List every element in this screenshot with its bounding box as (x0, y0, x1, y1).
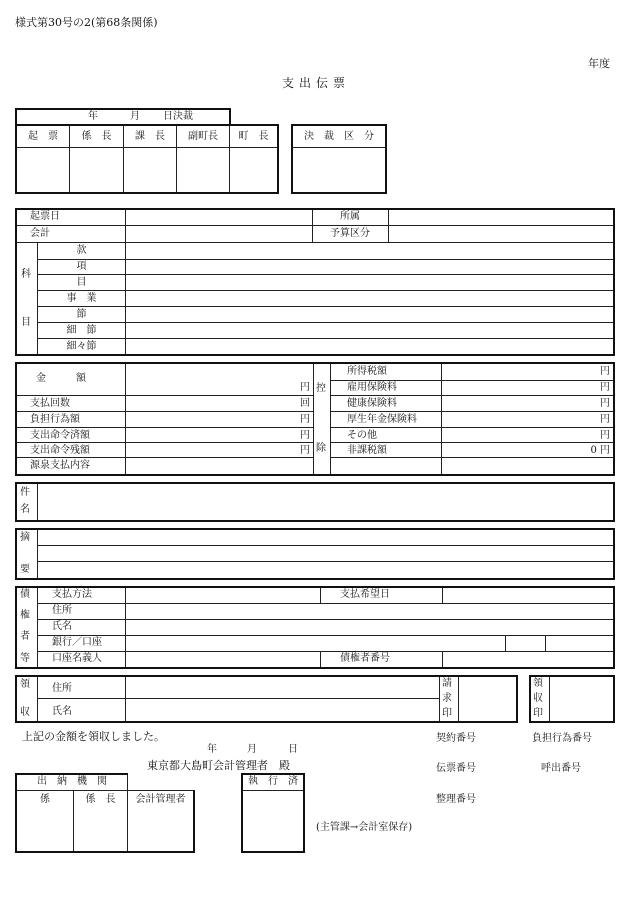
issue-date-label: 起票日 (30, 211, 60, 222)
receipt-label-shu: 収 (20, 707, 30, 718)
approval-month: 月 (130, 111, 140, 122)
col-kakaricho: 係 長 (81, 131, 112, 142)
creditor-label-sha: 者 (20, 631, 30, 642)
treasury-col-kakari: 係 (40, 794, 50, 805)
col-kacho: 課 長 (135, 131, 165, 142)
subject-kan: 款 (76, 245, 87, 256)
bank-account-label: 銀行／口座 (52, 637, 102, 648)
summary-label-yo: 要 (20, 564, 30, 575)
treasury-col-kakaricho: 係 長 (85, 794, 116, 805)
creditor-name-label: 氏名 (52, 621, 72, 632)
approval-year: 年 (88, 111, 98, 122)
col-kihyo: 起 票 (28, 131, 58, 142)
remaining-amount-unit: 円 (300, 445, 310, 456)
deduction-nontaxable: 非課税額 (347, 445, 387, 456)
footer-day: 日 (288, 744, 298, 755)
ref-number-label: 整理番号 (436, 794, 476, 805)
receipt-name-label: 氏名 (52, 706, 72, 717)
subject-label-ka: 科 (21, 269, 31, 280)
deduction-health-ins: 健康保険料 (347, 398, 397, 409)
footer-year: 年 (207, 744, 217, 755)
health-ins-value: 円 (600, 398, 610, 409)
treasury-label: 出 納 機 関 (37, 776, 107, 787)
account-name-label: 口座名義人 (52, 653, 102, 664)
storage-note: (主管課→会計室保存) (316, 822, 413, 833)
page-title: 支出伝票 (282, 76, 351, 90)
creditor-label-sai: 債 (20, 589, 30, 600)
pension-ins-value: 円 (600, 414, 610, 425)
col-chocho: 町 長 (238, 131, 269, 142)
matter-label-mei: 名 (20, 504, 30, 515)
form-number: 様式第30号の2(第68条関係) (15, 16, 158, 29)
matter-label-ken: 件 (20, 487, 30, 498)
nontaxable-value: 0 円 (590, 445, 610, 456)
creditor-address-label: 住所 (52, 605, 72, 616)
commitment-amount-unit: 円 (300, 414, 310, 425)
creditor-number-label: 債権者番号 (340, 653, 390, 664)
addressee: 東京都大島町会計管理者 殿 (147, 759, 290, 772)
deduction-pension-ins: 厚生年金保険料 (347, 414, 417, 425)
subject-moku: 目 (76, 277, 87, 288)
remaining-amount-label: 支出命令残額 (30, 445, 90, 456)
payment-date-label: 支払希望日 (340, 589, 390, 600)
received-text: 上記の金額を領収しました。 (22, 730, 165, 743)
subject-setsu: 節 (76, 309, 87, 320)
footer-month: 月 (247, 744, 257, 755)
withholding-label: 源泉支払内容 (30, 460, 90, 471)
amount-unit: 円 (300, 382, 310, 393)
commitment-amount-label: 負担行為額 (30, 414, 80, 425)
other-value: 円 (600, 430, 610, 441)
receipt-label-ryo: 領 (20, 679, 30, 690)
receipt-address-label: 住所 (52, 683, 72, 694)
call-number-label: 呼出番号 (541, 763, 581, 774)
summary-label-teki: 摘 (20, 532, 30, 543)
creditor-label-ken: 権 (20, 610, 30, 621)
seal-seikyu-1: 請 (442, 678, 452, 689)
deduction-label-jo: 除 (316, 443, 326, 454)
creditor-table (15, 586, 615, 669)
deduction-other: その他 (347, 430, 377, 441)
ordered-amount-unit: 円 (300, 430, 310, 441)
col-fukuchocho: 副町長 (188, 131, 218, 142)
deduction-label-ko: 控 (316, 383, 326, 394)
deduction-employment-ins: 雇用保険料 (347, 382, 397, 393)
seal-ryoshu-2: 収 (533, 693, 543, 704)
fiscal-year-label: 年度 (588, 57, 610, 70)
commitment-number-label: 負担行為番号 (532, 733, 592, 744)
subject-ko: 項 (76, 261, 87, 272)
department-label: 所属 (340, 211, 360, 222)
subject-saisaisetsu: 細々節 (66, 341, 97, 352)
summary-box (15, 528, 615, 580)
ordered-amount-label: 支出命令済額 (30, 430, 90, 441)
amount-label: 金 額 (36, 373, 86, 384)
seal-seikyu-2: 求 (442, 693, 452, 704)
seal-ryoshu-1: 領 (533, 678, 543, 689)
subject-saisetsu: 細 節 (66, 325, 97, 336)
seal-ryoshu-3: 印 (533, 708, 543, 719)
employment-ins-value: 円 (600, 382, 610, 393)
accounting-label: 会計 (30, 228, 50, 239)
approval-day: 日決裁 (163, 111, 193, 122)
subject-jigyo: 事 業 (66, 293, 97, 304)
budget-category-label: 予算区分 (330, 228, 370, 239)
matter-box (15, 482, 615, 522)
subject-label-moku: 目 (21, 317, 31, 328)
treasury-col-kanrisha: 会計管理者 (135, 794, 186, 805)
payment-count-label: 支払回数 (30, 398, 70, 409)
deduction-income-tax: 所得税額 (347, 366, 387, 377)
payment-method-label: 支払方法 (52, 589, 92, 600)
income-tax-value: 円 (600, 366, 610, 377)
creditor-label-to: 等 (20, 653, 30, 664)
decision-label: 決 裁 区 分 (304, 131, 374, 142)
executed-label: 執 行 済 (248, 776, 298, 787)
payment-count-unit: 回 (300, 398, 310, 409)
slip-number-label: 伝票番号 (436, 763, 476, 774)
seal-seikyu-3: 印 (442, 708, 452, 719)
contract-number-label: 契約番号 (436, 733, 476, 744)
